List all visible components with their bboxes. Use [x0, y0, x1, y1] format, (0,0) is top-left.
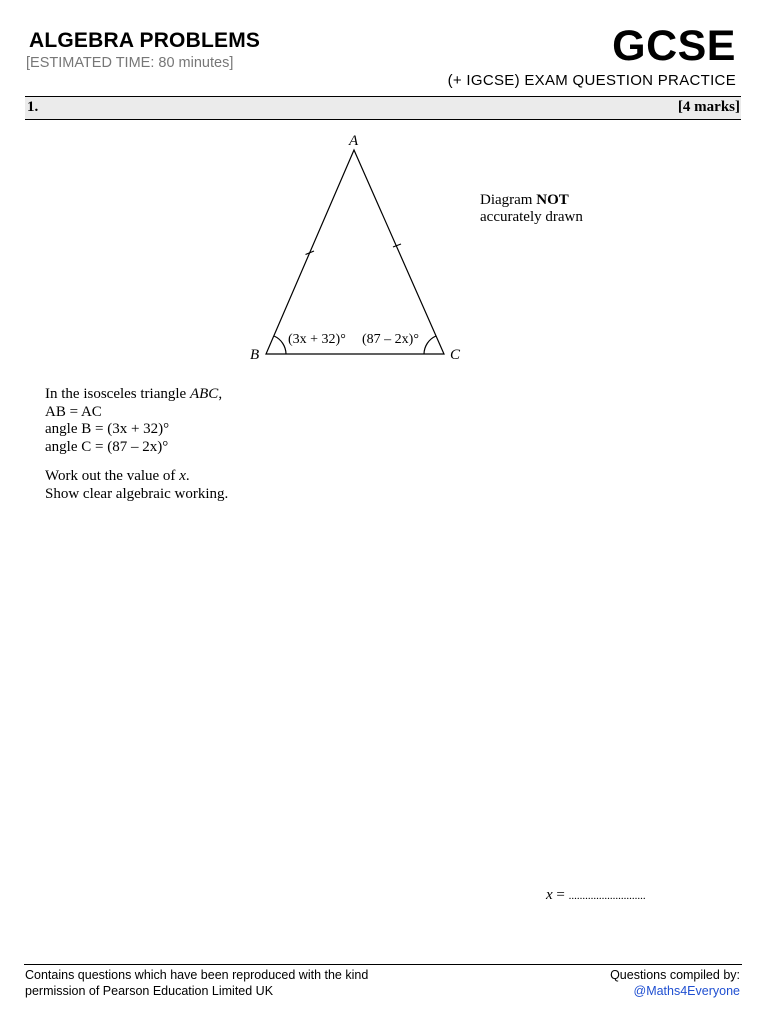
text-line-6: Show clear algebraic working.: [45, 485, 229, 502]
footer-left-line2: permission of Pearson Education Limited UK: [25, 984, 274, 998]
vertex-label-c: C: [450, 347, 461, 363]
triangle-diagram: [0, 0, 768, 400]
worksheet-title: ALGEBRA PROBLEMS: [29, 29, 261, 52]
angle-arc-c: [424, 336, 436, 354]
vertex-label-b: B: [250, 347, 260, 363]
note-prefix: Diagram: [480, 192, 537, 208]
angle-c-label: (87 – 2x)°: [362, 332, 419, 347]
worksheet-subtitle: (+ IGCSE) EXAM QUESTION PRACTICE: [447, 72, 736, 89]
estimated-time: [ESTIMATED TIME: 80 minutes]: [26, 55, 234, 71]
brand-gcse: GCSE: [612, 22, 736, 70]
answer-dots: ............................: [568, 890, 646, 902]
text-line-2: AB = AC: [45, 403, 102, 420]
text-line-4: angle C = (87 – 2x)°: [45, 438, 169, 455]
question-text: [45, 386, 228, 503]
footer-divider: [24, 964, 742, 965]
angle-b-label: (3x + 32)°: [288, 332, 346, 347]
footer-right-line1: Questions compiled by:: [610, 968, 740, 982]
text-line-3: angle B = (3x + 32)°: [45, 421, 170, 437]
footer-credits: [610, 967, 740, 999]
note-not: NOT: [536, 192, 569, 208]
footer-handle-link[interactable]: @Maths4Everyone: [633, 984, 740, 998]
footer-left-line1: Contains questions which have been reproduced with the kind: [25, 968, 369, 982]
answer-variable: x: [546, 887, 553, 903]
vertex-label-a: A: [349, 133, 359, 149]
question-number: 1.: [27, 99, 39, 115]
angle-arc-b: [274, 336, 286, 354]
answer-equals: =: [552, 887, 569, 903]
question-marks: [4 marks]: [677, 99, 740, 115]
note-line2: accurately drawn: [480, 209, 583, 225]
text-line-1: In the isosceles triangle ABC,: [45, 386, 223, 402]
text-line-5: Work out the value of x.: [45, 468, 190, 484]
triangle-abc: [266, 150, 444, 354]
footer-attribution: [25, 967, 368, 999]
diagram-note: [480, 192, 583, 226]
answer-line[interactable]: [546, 887, 646, 904]
